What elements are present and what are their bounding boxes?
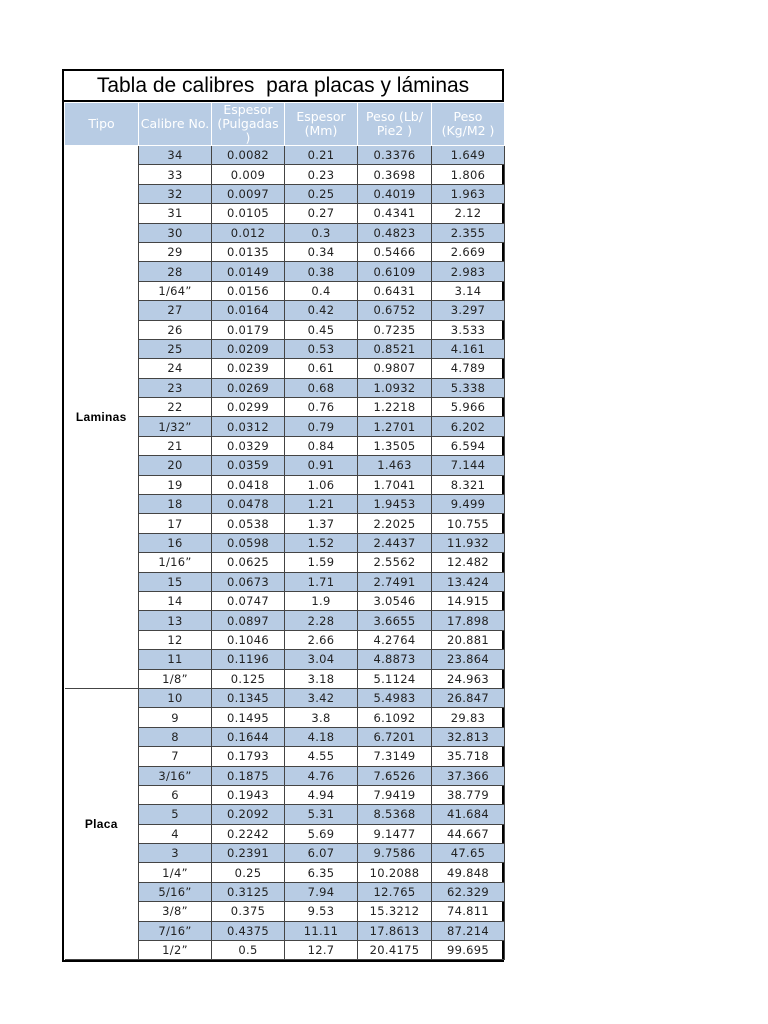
cell-mm: 4.94 [285, 785, 358, 804]
cell-pulgadas: 0.0598 [212, 533, 285, 552]
cell-lb: 0.8521 [358, 339, 432, 358]
cell-kg: 10.755 [432, 514, 505, 533]
cell-calibre: 12 [139, 630, 212, 649]
cell-kg: 12.482 [432, 553, 505, 572]
cell-lb: 1.9453 [358, 495, 432, 514]
cell-kg: 24.963 [432, 669, 505, 688]
cell-lb: 0.6431 [358, 281, 432, 300]
cell-calibre: 25 [139, 339, 212, 358]
cell-pulgadas: 0.0149 [212, 262, 285, 281]
cell-calibre: 3/8” [139, 902, 212, 921]
cell-mm: 1.21 [285, 495, 358, 514]
cell-calibre: 6 [139, 785, 212, 804]
cell-kg: 3.533 [432, 320, 505, 339]
cell-lb: 1.7041 [358, 475, 432, 494]
cell-pulgadas: 0.0097 [212, 184, 285, 203]
cell-calibre: 29 [139, 242, 212, 261]
cell-kg: 62.329 [432, 882, 505, 901]
cell-kg: 13.424 [432, 572, 505, 591]
cell-calibre: 3 [139, 844, 212, 863]
cell-mm: 0.3 [285, 223, 358, 242]
cell-mm: 7.94 [285, 882, 358, 901]
cell-calibre: 11 [139, 650, 212, 669]
cell-kg: 23.864 [432, 650, 505, 669]
cell-pulgadas: 0.0299 [212, 398, 285, 417]
cell-pulgadas: 0.1943 [212, 785, 285, 804]
cell-lb: 17.8613 [358, 921, 432, 940]
cell-lb: 1.0932 [358, 378, 432, 397]
header-peso-lb: Peso (Lb/ Pie2 ) [358, 103, 432, 146]
cell-mm: 0.76 [285, 398, 358, 417]
cell-calibre: 31 [139, 204, 212, 223]
cell-lb: 7.9419 [358, 785, 432, 804]
cell-kg: 29.83 [432, 708, 505, 727]
cell-mm: 6.35 [285, 863, 358, 882]
cell-pulgadas: 0.125 [212, 669, 285, 688]
cell-pulgadas: 0.4375 [212, 921, 285, 940]
cell-kg: 2.983 [432, 262, 505, 281]
group-label: Laminas [65, 146, 139, 689]
cell-pulgadas: 0.1793 [212, 747, 285, 766]
cell-pulgadas: 0.0209 [212, 339, 285, 358]
cell-pulgadas: 0.2242 [212, 824, 285, 843]
cell-calibre: 13 [139, 611, 212, 630]
cell-pulgadas: 0.0418 [212, 475, 285, 494]
cell-mm: 4.76 [285, 766, 358, 785]
cell-kg: 1.963 [432, 184, 505, 203]
cell-mm: 0.25 [285, 184, 358, 203]
cell-lb: 0.7235 [358, 320, 432, 339]
cell-pulgadas: 0.1046 [212, 630, 285, 649]
cell-pulgadas: 0.009 [212, 165, 285, 184]
cell-lb: 0.4019 [358, 184, 432, 203]
cell-mm: 0.34 [285, 242, 358, 261]
cell-pulgadas: 0.0329 [212, 436, 285, 455]
cell-lb: 15.3212 [358, 902, 432, 921]
cell-pulgadas: 0.012 [212, 223, 285, 242]
cell-calibre: 1/16” [139, 553, 212, 572]
cell-lb: 0.9807 [358, 359, 432, 378]
cell-mm: 0.38 [285, 262, 358, 281]
cell-pulgadas: 0.1644 [212, 727, 285, 746]
cell-mm: 0.84 [285, 436, 358, 455]
table-row [65, 688, 505, 707]
cell-pulgadas: 0.0538 [212, 514, 285, 533]
cell-pulgadas: 0.0625 [212, 553, 285, 572]
cell-kg: 5.338 [432, 378, 505, 397]
cell-calibre: 27 [139, 301, 212, 320]
cell-pulgadas: 0.0359 [212, 456, 285, 475]
cell-lb: 7.6526 [358, 766, 432, 785]
cell-kg: 38.779 [432, 785, 505, 804]
cell-lb: 5.4983 [358, 688, 432, 707]
cell-calibre: 19 [139, 475, 212, 494]
cell-lb: 3.0546 [358, 591, 432, 610]
cell-calibre: 33 [139, 165, 212, 184]
cell-calibre: 24 [139, 359, 212, 378]
cell-kg: 6.594 [432, 436, 505, 455]
cell-kg: 2.355 [432, 223, 505, 242]
cell-lb: 1.2701 [358, 417, 432, 436]
cell-mm: 12.7 [285, 941, 358, 960]
gauge-table [64, 102, 505, 960]
cell-lb: 1.2218 [358, 398, 432, 417]
cell-calibre: 21 [139, 436, 212, 455]
header-espesor-pulgadas: Espesor (Pulgadas ) [212, 103, 285, 146]
cell-pulgadas: 0.0179 [212, 320, 285, 339]
cell-lb: 9.1477 [358, 824, 432, 843]
cell-mm: 6.07 [285, 844, 358, 863]
cell-pulgadas: 0.5 [212, 941, 285, 960]
cell-pulgadas: 0.375 [212, 902, 285, 921]
cell-mm: 0.27 [285, 204, 358, 223]
cell-pulgadas: 0.1875 [212, 766, 285, 785]
cell-calibre: 3/16” [139, 766, 212, 785]
cell-lb: 2.5562 [358, 553, 432, 572]
cell-kg: 7.144 [432, 456, 505, 475]
cell-mm: 4.18 [285, 727, 358, 746]
cell-kg: 44.667 [432, 824, 505, 843]
cell-pulgadas: 0.25 [212, 863, 285, 882]
cell-calibre: 5/16” [139, 882, 212, 901]
cell-kg: 32.813 [432, 727, 505, 746]
cell-calibre: 28 [139, 262, 212, 281]
cell-pulgadas: 0.0312 [212, 417, 285, 436]
cell-pulgadas: 0.0239 [212, 359, 285, 378]
cell-calibre: 18 [139, 495, 212, 514]
cell-kg: 14.915 [432, 591, 505, 610]
cell-kg: 1.806 [432, 165, 505, 184]
cell-lb: 20.4175 [358, 941, 432, 960]
cell-pulgadas: 0.2391 [212, 844, 285, 863]
cell-kg: 6.202 [432, 417, 505, 436]
cell-mm: 9.53 [285, 902, 358, 921]
cell-mm: 3.04 [285, 650, 358, 669]
cell-mm: 0.21 [285, 146, 358, 165]
cell-calibre: 17 [139, 514, 212, 533]
cell-lb: 10.2088 [358, 863, 432, 882]
cell-mm: 2.28 [285, 611, 358, 630]
cell-lb: 0.3376 [358, 146, 432, 165]
cell-pulgadas: 0.0747 [212, 591, 285, 610]
cell-calibre: 30 [139, 223, 212, 242]
cell-lb: 7.3149 [358, 747, 432, 766]
cell-lb: 5.1124 [358, 669, 432, 688]
cell-kg: 8.321 [432, 475, 505, 494]
cell-mm: 0.68 [285, 378, 358, 397]
cell-mm: 3.42 [285, 688, 358, 707]
cell-lb: 0.4823 [358, 223, 432, 242]
cell-mm: 0.42 [285, 301, 358, 320]
cell-kg: 2.669 [432, 242, 505, 261]
cell-calibre: 1/32” [139, 417, 212, 436]
cell-lb: 0.5466 [358, 242, 432, 261]
table-row [65, 146, 505, 165]
cell-lb: 0.3698 [358, 165, 432, 184]
table-body [65, 146, 505, 960]
cell-calibre: 14 [139, 591, 212, 610]
cell-mm: 3.18 [285, 669, 358, 688]
header-espesor-mm: Espesor (Mm) [285, 103, 358, 146]
cell-kg: 5.966 [432, 398, 505, 417]
cell-mm: 3.8 [285, 708, 358, 727]
cell-calibre: 1/4” [139, 863, 212, 882]
cell-kg: 41.684 [432, 805, 505, 824]
cell-lb: 0.6752 [358, 301, 432, 320]
cell-pulgadas: 0.3125 [212, 882, 285, 901]
cell-calibre: 4 [139, 824, 212, 843]
cell-lb: 6.1092 [358, 708, 432, 727]
header-peso-kg: Peso (Kg/M2 ) [432, 103, 505, 146]
cell-calibre: 1/64” [139, 281, 212, 300]
cell-kg: 4.161 [432, 339, 505, 358]
cell-pulgadas: 0.0082 [212, 146, 285, 165]
cell-calibre: 15 [139, 572, 212, 591]
cell-kg: 17.898 [432, 611, 505, 630]
group-label: Placa [65, 688, 139, 959]
cell-kg: 4.789 [432, 359, 505, 378]
cell-lb: 6.7201 [358, 727, 432, 746]
cell-pulgadas: 0.0105 [212, 204, 285, 223]
cell-kg: 11.932 [432, 533, 505, 552]
cell-mm: 4.55 [285, 747, 358, 766]
cell-calibre: 7/16” [139, 921, 212, 940]
cell-calibre: 1/8” [139, 669, 212, 688]
cell-calibre: 23 [139, 378, 212, 397]
cell-lb: 9.7586 [358, 844, 432, 863]
cell-lb: 3.6655 [358, 611, 432, 630]
cell-kg: 74.811 [432, 902, 505, 921]
cell-calibre: 32 [139, 184, 212, 203]
cell-lb: 0.4341 [358, 204, 432, 223]
cell-lb: 0.6109 [358, 262, 432, 281]
cell-kg: 3.14 [432, 281, 505, 300]
cell-mm: 0.53 [285, 339, 358, 358]
cell-kg: 1.649 [432, 146, 505, 165]
cell-mm: 1.37 [285, 514, 358, 533]
cell-lb: 4.2764 [358, 630, 432, 649]
cell-pulgadas: 0.1495 [212, 708, 285, 727]
cell-kg: 2.12 [432, 204, 505, 223]
header-row [65, 103, 505, 146]
cell-calibre: 8 [139, 727, 212, 746]
cell-lb: 4.8873 [358, 650, 432, 669]
header-calibre: Calibre No. [139, 103, 212, 146]
cell-kg: 20.881 [432, 630, 505, 649]
cell-pulgadas: 0.0673 [212, 572, 285, 591]
cell-mm: 1.06 [285, 475, 358, 494]
cell-pulgadas: 0.0156 [212, 281, 285, 300]
cell-lb: 2.2025 [358, 514, 432, 533]
cell-kg: 3.297 [432, 301, 505, 320]
cell-lb: 2.7491 [358, 572, 432, 591]
cell-pulgadas: 0.0164 [212, 301, 285, 320]
cell-pulgadas: 0.0897 [212, 611, 285, 630]
cell-calibre: 7 [139, 747, 212, 766]
cell-kg: 9.499 [432, 495, 505, 514]
cell-calibre: 16 [139, 533, 212, 552]
cell-pulgadas: 0.1196 [212, 650, 285, 669]
cell-pulgadas: 0.0478 [212, 495, 285, 514]
cell-mm: 5.31 [285, 805, 358, 824]
cell-mm: 5.69 [285, 824, 358, 843]
cell-mm: 1.71 [285, 572, 358, 591]
cell-mm: 0.23 [285, 165, 358, 184]
cell-lb: 1.463 [358, 456, 432, 475]
cell-mm: 0.45 [285, 320, 358, 339]
cell-kg: 47.65 [432, 844, 505, 863]
cell-calibre: 5 [139, 805, 212, 824]
cell-kg: 87.214 [432, 921, 505, 940]
cell-mm: 2.66 [285, 630, 358, 649]
cell-kg: 35.718 [432, 747, 505, 766]
table-title: Tabla de calibres para placas y láminas [64, 71, 502, 102]
cell-calibre: 1/2” [139, 941, 212, 960]
cell-mm: 1.9 [285, 591, 358, 610]
cell-mm: 11.11 [285, 921, 358, 940]
cell-kg: 49.848 [432, 863, 505, 882]
cell-calibre: 20 [139, 456, 212, 475]
cell-kg: 26.847 [432, 688, 505, 707]
cell-mm: 0.91 [285, 456, 358, 475]
cell-calibre: 34 [139, 146, 212, 165]
cell-lb: 1.3505 [358, 436, 432, 455]
cell-kg: 37.366 [432, 766, 505, 785]
cell-mm: 1.59 [285, 553, 358, 572]
cell-calibre: 9 [139, 708, 212, 727]
cell-calibre: 26 [139, 320, 212, 339]
cell-calibre: 22 [139, 398, 212, 417]
header-tipo: Tipo [65, 103, 139, 146]
cell-mm: 0.61 [285, 359, 358, 378]
cell-pulgadas: 0.0269 [212, 378, 285, 397]
cell-lb: 2.4437 [358, 533, 432, 552]
cell-lb: 12.765 [358, 882, 432, 901]
cell-calibre: 10 [139, 688, 212, 707]
gauge-table-sheet [62, 69, 504, 962]
cell-mm: 0.4 [285, 281, 358, 300]
cell-lb: 8.5368 [358, 805, 432, 824]
cell-mm: 1.52 [285, 533, 358, 552]
cell-pulgadas: 0.0135 [212, 242, 285, 261]
cell-mm: 0.79 [285, 417, 358, 436]
cell-pulgadas: 0.1345 [212, 688, 285, 707]
cell-kg: 99.695 [432, 941, 505, 960]
cell-pulgadas: 0.2092 [212, 805, 285, 824]
